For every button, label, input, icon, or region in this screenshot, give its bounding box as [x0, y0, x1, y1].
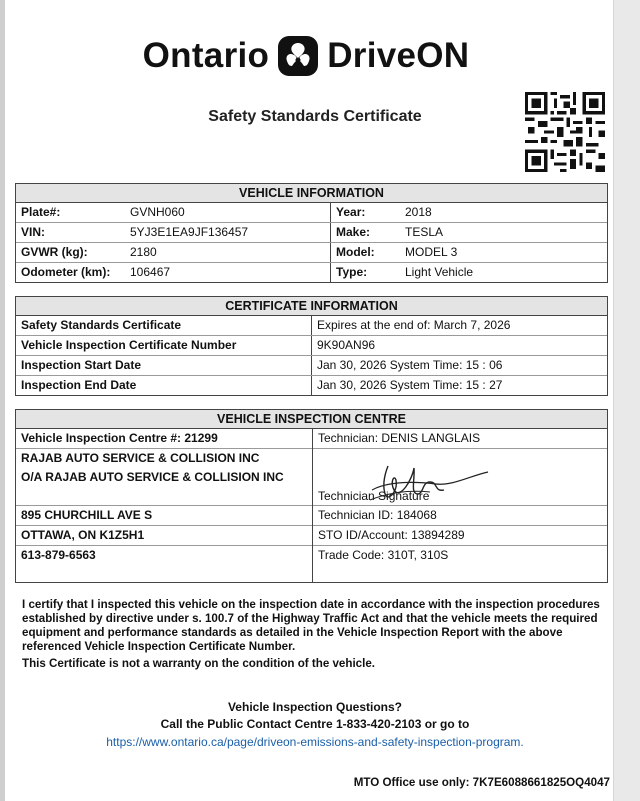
- signature-label: Technician Signature: [318, 489, 430, 503]
- technician-id-text: Technician ID: 184068: [318, 508, 437, 522]
- ssc-label: Safety Standards Certificate: [21, 318, 182, 332]
- vehicle-information-section: [15, 183, 608, 283]
- brand-driveon: DriveON: [327, 36, 470, 75]
- centre-name-text: RAJAB AUTO SERVICE & COLLISION INC: [21, 451, 260, 465]
- warranty-disclaimer: This Certificate is not a warranty on the condition of the vehicle.: [22, 657, 376, 670]
- centre-left-column: [16, 429, 313, 582]
- driveon-program-link[interactable]: https://www.ontario.ca/page/driveon-emissions-and-safety-inspection-program.: [106, 735, 524, 749]
- end-date-value: Jan 30, 2026 System Time: 15 : 27: [311, 376, 607, 395]
- centre-phone-text: 613-879-6563: [21, 548, 96, 562]
- mto-office-code: MTO Office use only: 7K7E6088661825OQ4047: [353, 776, 610, 789]
- type-label: Type:: [330, 263, 400, 282]
- table-row: [16, 316, 607, 336]
- technician-signature-image: [360, 460, 500, 505]
- odometer-label: Odometer (km):: [21, 265, 111, 279]
- centre-oa-name: [16, 468, 312, 506]
- questions-heading: Vehicle Inspection Questions?: [227, 700, 403, 714]
- centre-phone: [16, 546, 312, 565]
- ontario-trillium-icon: [277, 35, 319, 77]
- technician-id: [313, 506, 607, 526]
- gvwr-value: 2180: [130, 245, 157, 259]
- table-row: [16, 356, 607, 376]
- vin-label: VIN:: [21, 225, 45, 239]
- centre-oa-name-text: O/A RAJAB AUTO SERVICE & COLLISION INC: [21, 470, 284, 484]
- year-value: 2018: [405, 205, 432, 219]
- start-date-value: Jan 30, 2026 System Time: 15 : 06: [311, 356, 607, 375]
- end-date-label: Inspection End Date: [21, 378, 137, 392]
- table-row: [16, 336, 607, 356]
- centre-number-text: Vehicle Inspection Centre #: 21299: [21, 431, 218, 445]
- trade-code: [313, 546, 607, 565]
- certification-statement: I certify that I inspected this vehicle on the inspection date in accordance with the inspection procedures established by directive under s. 100.7 of the Highway Traffic Act and that the vehicle meets the required equipment and performance standards as detailed in the Vehicle Inspection Report with the above referenced Vehicle Inspection Certificate Number.: [22, 598, 600, 653]
- document-title: Safety Standards Certificate: [208, 108, 422, 125]
- vehicle-information-title: VEHICLE INFORMATION: [16, 184, 607, 203]
- gvwr-label: GVWR (kg):: [21, 245, 88, 259]
- make-label: Make:: [330, 223, 400, 242]
- inspection-centre-title: VEHICLE INSPECTION CENTRE: [16, 410, 607, 429]
- table-row: [16, 223, 607, 243]
- certificate-information-title: CERTIFICATE INFORMATION: [16, 297, 607, 316]
- model-label: Model:: [330, 243, 400, 262]
- table-row: [16, 263, 607, 282]
- table-row: [16, 203, 607, 223]
- odometer-value: 106467: [130, 265, 171, 279]
- ontario-driveon-logo: [0, 26, 612, 86]
- model-value: MODEL 3: [405, 245, 458, 259]
- plate-value: GVNH060: [130, 205, 185, 219]
- trade-code-text: Trade Code: 310T, 310S: [318, 548, 449, 562]
- qr-code: [524, 92, 606, 172]
- contact-centre-line: Call the Public Contact Centre 1-833-420-2103 or go to: [160, 717, 470, 731]
- plate-label: Plate#:: [21, 205, 61, 219]
- sto-id: [313, 526, 607, 546]
- certificate-number-value: 9K90AN96: [311, 336, 607, 355]
- centre-address-text: 895 CHURCHILL AVE S: [21, 508, 153, 522]
- type-value: Light Vehicle: [405, 265, 474, 279]
- centre-address: [16, 506, 312, 526]
- centre-city-text: OTTAWA, ON K1Z5H1: [21, 528, 145, 542]
- sto-id-text: STO ID/Account: 13894289: [318, 528, 465, 542]
- centre-number: [16, 429, 312, 449]
- ssc-expiry-value: Expires at the end of: March 7, 2026: [311, 316, 607, 335]
- certificate-information-section: [15, 296, 608, 396]
- technician-name: [313, 429, 607, 449]
- certificate-number-label: Vehicle Inspection Certificate Number: [21, 338, 237, 352]
- table-row: [16, 376, 607, 395]
- table-row: [16, 243, 607, 263]
- vin-value: 5YJ3E1EA9JF136457: [130, 225, 249, 239]
- start-date-label: Inspection Start Date: [21, 358, 142, 372]
- technician-name-text: Technician: DENIS LANGLAIS: [318, 431, 481, 445]
- centre-name: [16, 449, 312, 468]
- centre-city: [16, 526, 312, 546]
- centre-right-column: [313, 429, 607, 582]
- inspection-centre-section: [15, 409, 608, 583]
- make-value: TESLA: [405, 225, 444, 239]
- year-label: Year:: [330, 203, 400, 222]
- brand-ontario: Ontario: [142, 36, 270, 75]
